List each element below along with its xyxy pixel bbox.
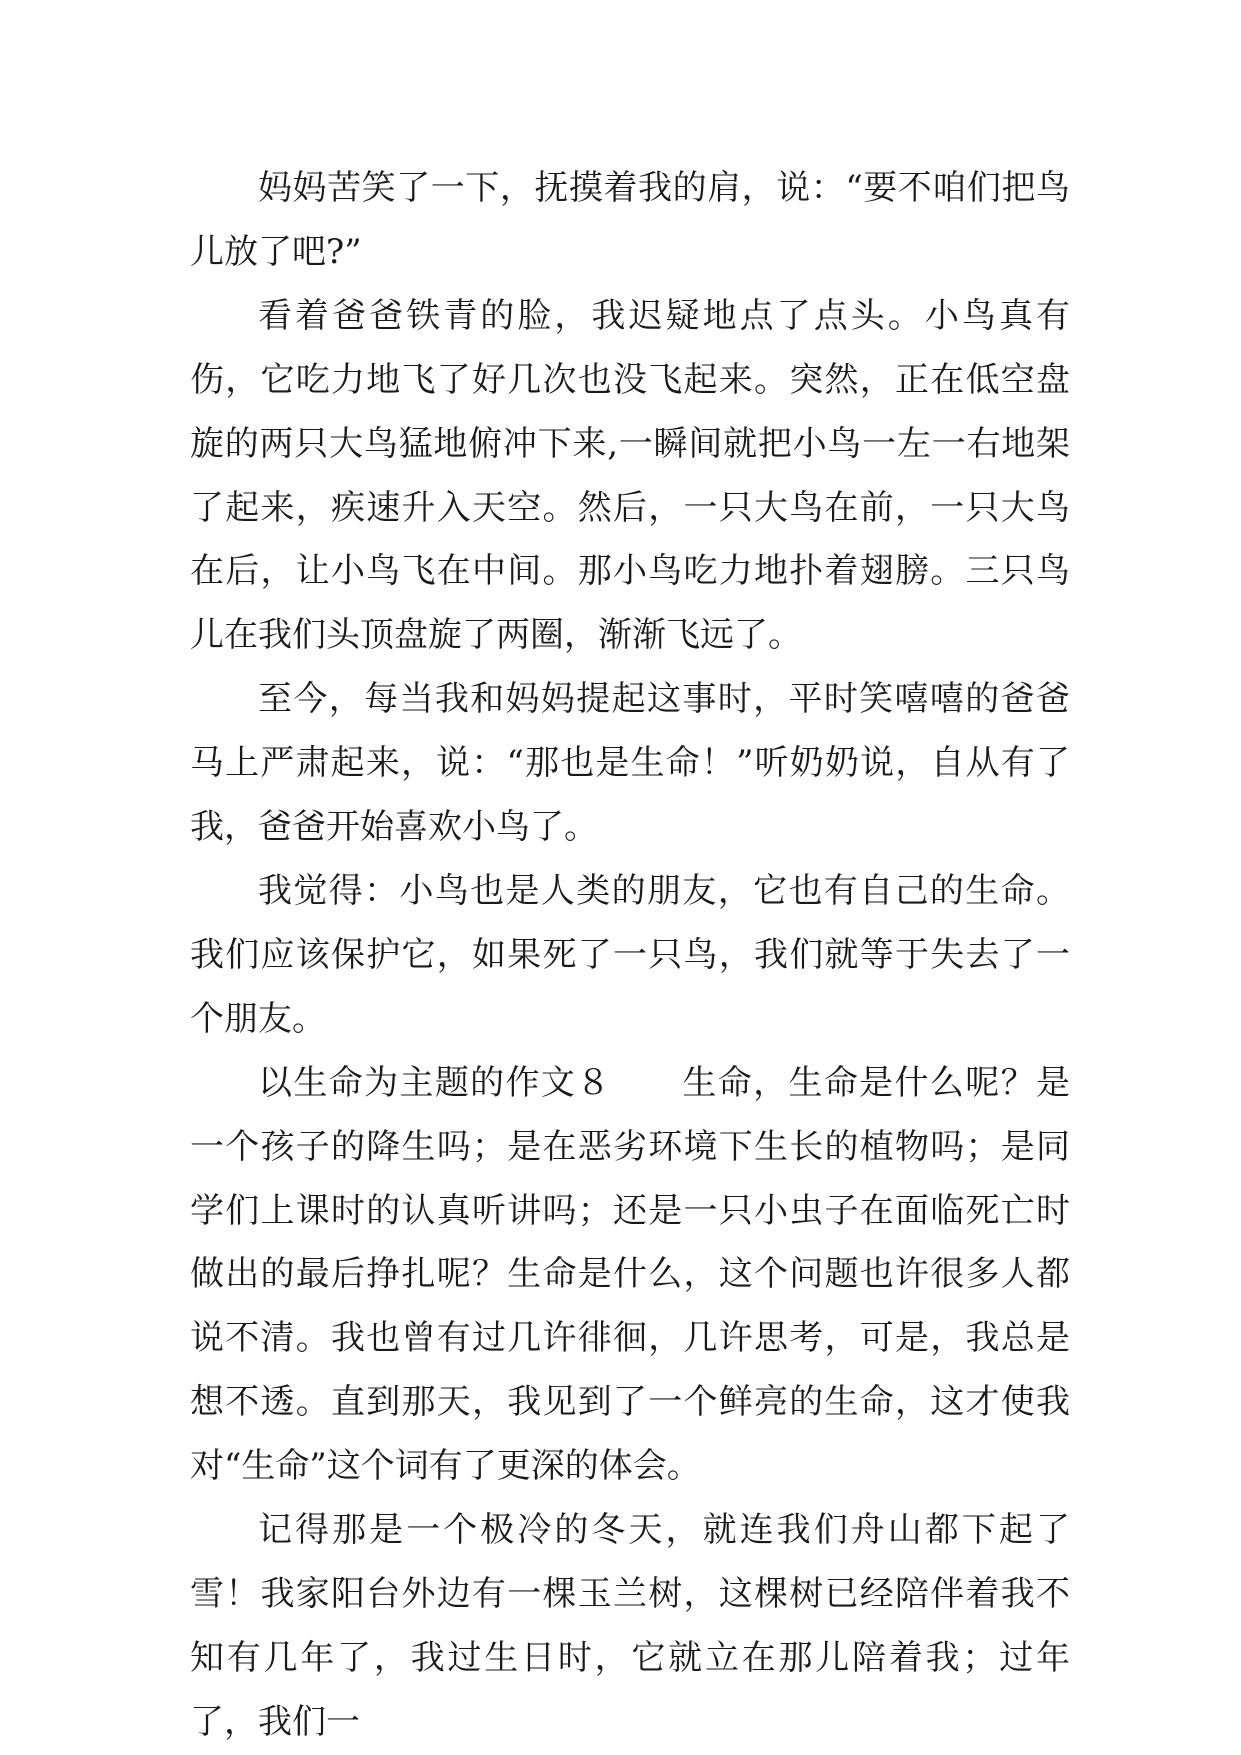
paragraph: 我觉得：小鸟也是人类的朋友，它也有自己的生命。我们应该保护它，如果死了一只鸟，我们就等于失去了一个朋友。 [190,870,1070,1039]
document-body [190,157,1070,1755]
paragraph: 妈妈苦笑了一下，抚摸着我的肩，说：“要不咱们把鸟儿放了吧?” [190,168,1070,272]
paragraph: 以生命为主题的作文８ 生命，生命是什么呢？是一个孩子的降生吗；是在恶劣环境下生长的植物吗；是同学们上课时的认真听讲吗；还是一只小虫子在面临死亡时做出的最后挣扎呢？生命是什么，这个问题也许很多人都说不清。我也曾有过几许徘徊，几许思考，可是，我总是想不透。直到那天，我见到了一个鲜亮的生命，这才使我对“生命”这个词有了更深的体会。 [190,1062,1070,1487]
paragraph: 看着爸爸铁青的脸，我迟疑地点了点头。小鸟真有伤，它吃力地飞了好几次也没飞起来。突然，正在低空盘旋的两只大鸟猛地俯冲下来,一瞬间就把小鸟一左一右地架了起来，疾速升入天空。然后，一只大鸟在前，一只大鸟在后，让小鸟飞在中间。那小鸟吃力地扑着翅膀。三只鸟儿在我们头顶盘旋了两圈，渐渐飞远了。 [190,295,1070,656]
paragraph: 至今，每当我和妈妈提起这事时，平时笑嘻嘻的爸爸马上严肃起来，说：“那也是生命！”听奶奶说，自从有了我，爸爸开始喜欢小鸟了。 [190,679,1070,848]
paragraph: 记得那是一个极冷的冬天，就连我们舟山都下起了雪！我家阳台外边有一棵玉兰树，这棵树已经陪伴着我不知有几年了，我过生日时，它就立在那儿陪着我；过年了，我们一 [190,1510,1070,1742]
